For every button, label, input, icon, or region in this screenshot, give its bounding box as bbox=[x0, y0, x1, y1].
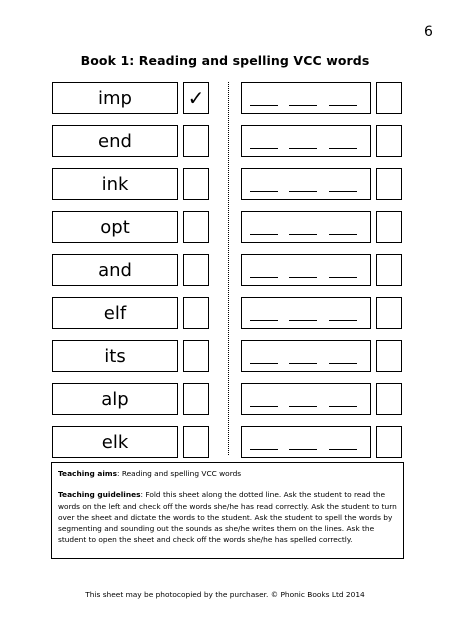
teaching-aims-label: Teaching aims bbox=[58, 469, 117, 478]
word-box: ink bbox=[52, 168, 178, 200]
read-check-box[interactable]: ✓ bbox=[183, 82, 209, 114]
word-box: imp bbox=[52, 82, 178, 114]
spelling-blank-line[interactable] bbox=[250, 105, 278, 106]
spelling-check-box[interactable] bbox=[376, 211, 402, 243]
spelling-blank-line[interactable] bbox=[289, 105, 317, 106]
spelling-blank-line[interactable] bbox=[329, 148, 357, 149]
spelling-box bbox=[241, 297, 371, 329]
spelling-check-box[interactable] bbox=[376, 426, 402, 458]
word-box: alp bbox=[52, 383, 178, 415]
spelling-blank-line[interactable] bbox=[250, 320, 278, 321]
read-check-box[interactable] bbox=[183, 340, 209, 372]
page-number: 6 bbox=[424, 24, 433, 40]
spelling-box bbox=[241, 254, 371, 286]
spelling-box bbox=[241, 125, 371, 157]
teaching-guidelines bbox=[58, 489, 397, 545]
spelling-blank-line[interactable] bbox=[329, 191, 357, 192]
spelling-blank-line[interactable] bbox=[250, 234, 278, 235]
read-check-box[interactable] bbox=[183, 297, 209, 329]
spelling-check-box[interactable] bbox=[376, 383, 402, 415]
spelling-blank-line[interactable] bbox=[250, 148, 278, 149]
word-box: elf bbox=[52, 297, 178, 329]
spelling-blank-line[interactable] bbox=[250, 406, 278, 407]
spelling-check-box[interactable] bbox=[376, 254, 402, 286]
read-check-box[interactable] bbox=[183, 125, 209, 157]
spelling-blank-line[interactable] bbox=[329, 406, 357, 407]
read-check-box[interactable] bbox=[183, 254, 209, 286]
teaching-aims bbox=[58, 468, 397, 479]
read-check-box[interactable] bbox=[183, 211, 209, 243]
word-box: its bbox=[52, 340, 178, 372]
spelling-blank-line[interactable] bbox=[250, 449, 278, 450]
spelling-blank-line[interactable] bbox=[289, 449, 317, 450]
page-title: Book 1: Reading and spelling VCC words bbox=[80, 53, 370, 68]
spelling-blank-line[interactable] bbox=[329, 234, 357, 235]
spelling-box bbox=[241, 211, 371, 243]
footer-copyright: This sheet may be photocopied by the purchaser. © Phonic Books Ltd 2014 bbox=[85, 590, 365, 599]
spelling-box bbox=[241, 340, 371, 372]
teaching-aims-text: : Reading and spelling VCC words bbox=[116, 469, 242, 478]
teaching-info-box bbox=[51, 462, 404, 559]
spelling-blank-line[interactable] bbox=[329, 363, 357, 364]
read-check-box[interactable] bbox=[183, 168, 209, 200]
spelling-blank-line[interactable] bbox=[329, 320, 357, 321]
fold-line bbox=[228, 82, 229, 455]
read-check-box[interactable] bbox=[183, 383, 209, 415]
spelling-box bbox=[241, 82, 371, 114]
read-check-box[interactable] bbox=[183, 426, 209, 458]
word-box: elk bbox=[52, 426, 178, 458]
spelling-blank-line[interactable] bbox=[289, 406, 317, 407]
spelling-check-box[interactable] bbox=[376, 168, 402, 200]
spelling-check-box[interactable] bbox=[376, 82, 402, 114]
spelling-blank-line[interactable] bbox=[329, 277, 357, 278]
spelling-blank-line[interactable] bbox=[289, 191, 317, 192]
spelling-box bbox=[241, 383, 371, 415]
spelling-blank-line[interactable] bbox=[289, 148, 317, 149]
word-box: and bbox=[52, 254, 178, 286]
teaching-guidelines-text: : Fold this sheet along the dotted line. Ask the student to read the words on the left and check off the words she/he has read correctly. Ask the student to turn over the sheet and dictate the words to the student. Ask the student to spell the words by segmenting and sounding out the sounds as she/he writes them on the lines. Ask the student to open the sheet and check off the words she/he has spelled correctly. bbox=[58, 490, 397, 545]
spelling-blank-line[interactable] bbox=[289, 277, 317, 278]
spelling-blank-line[interactable] bbox=[329, 105, 357, 106]
spelling-blank-line[interactable] bbox=[250, 191, 278, 192]
spelling-check-box[interactable] bbox=[376, 125, 402, 157]
word-box: end bbox=[52, 125, 178, 157]
spelling-blank-line[interactable] bbox=[250, 277, 278, 278]
spelling-blank-line[interactable] bbox=[289, 234, 317, 235]
word-box: opt bbox=[52, 211, 178, 243]
spelling-check-box[interactable] bbox=[376, 297, 402, 329]
spelling-blank-line[interactable] bbox=[289, 320, 317, 321]
spelling-blank-line[interactable] bbox=[329, 449, 357, 450]
spelling-blank-line[interactable] bbox=[250, 363, 278, 364]
spelling-blank-line[interactable] bbox=[289, 363, 317, 364]
spelling-box bbox=[241, 168, 371, 200]
spelling-check-box[interactable] bbox=[376, 340, 402, 372]
teaching-guidelines-label: Teaching guidelines bbox=[58, 490, 141, 500]
spelling-box bbox=[241, 426, 371, 458]
